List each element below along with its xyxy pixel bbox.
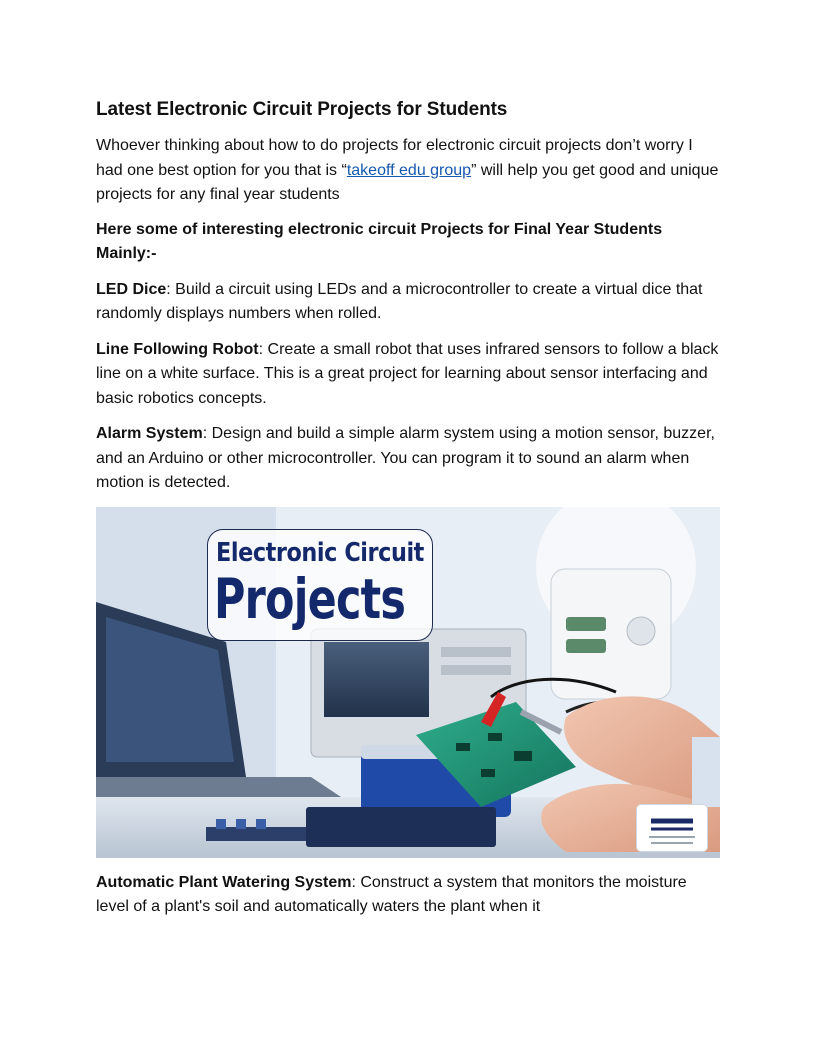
project-item-line-following-robot (96, 338, 720, 412)
project-name: LED Dice (96, 280, 167, 298)
document-body (96, 96, 720, 931)
image-title-line1: Electronic Circuit (216, 537, 424, 568)
project-name: Alarm System (96, 425, 203, 442)
takeoff-edu-group-link[interactable]: takeoff edu group (346, 161, 472, 179)
project-description: : Construct a system that monitors the moisture level of a plant's soil and automatically waters the plant when it (96, 873, 687, 915)
subheading (96, 218, 720, 267)
project-item-alarm-system (96, 422, 720, 496)
project-description: : Design and build a simple alarm system using a motion sensor, buzzer, and an Arduino or other microcontroller. You can program it to sound an alarm when motion is detected. (96, 425, 715, 491)
intro-text-after: ” will help you get good and unique projects for any final year students (96, 161, 719, 203)
project-description: : Create a small robot that uses infrared sensors to follow a black line on a white surface. This is a great project for learning about sensor interfacing and basic robotics concepts. (96, 340, 719, 407)
intro-text-before: Whoever thinking about how to do projects for electronic circuit projects don’t worry I had one best option for you that is “ (96, 137, 693, 179)
project-item-led-dice (96, 278, 720, 327)
takeoff-edu-logo-icon (636, 804, 708, 852)
subheading-text: Here some of interesting electronic circuit Projects for Final Year Students Mainly:- (96, 220, 663, 262)
image-title-box (207, 529, 433, 641)
project-name: Automatic Plant Watering System (96, 873, 352, 891)
project-name: Line Following Robot (96, 340, 259, 358)
intro-paragraph (96, 134, 720, 208)
project-description: : Build a circuit using LEDs and a microcontroller to create a virtual dice that randomly displays numbers when rolled. (96, 280, 703, 322)
page-title: Latest Electronic Circuit Projects for Students (96, 99, 508, 120)
image-title-line2: Projects (214, 566, 406, 631)
electronic-circuit-projects-image (96, 507, 720, 858)
project-item-automatic-plant-watering-system (96, 871, 720, 920)
